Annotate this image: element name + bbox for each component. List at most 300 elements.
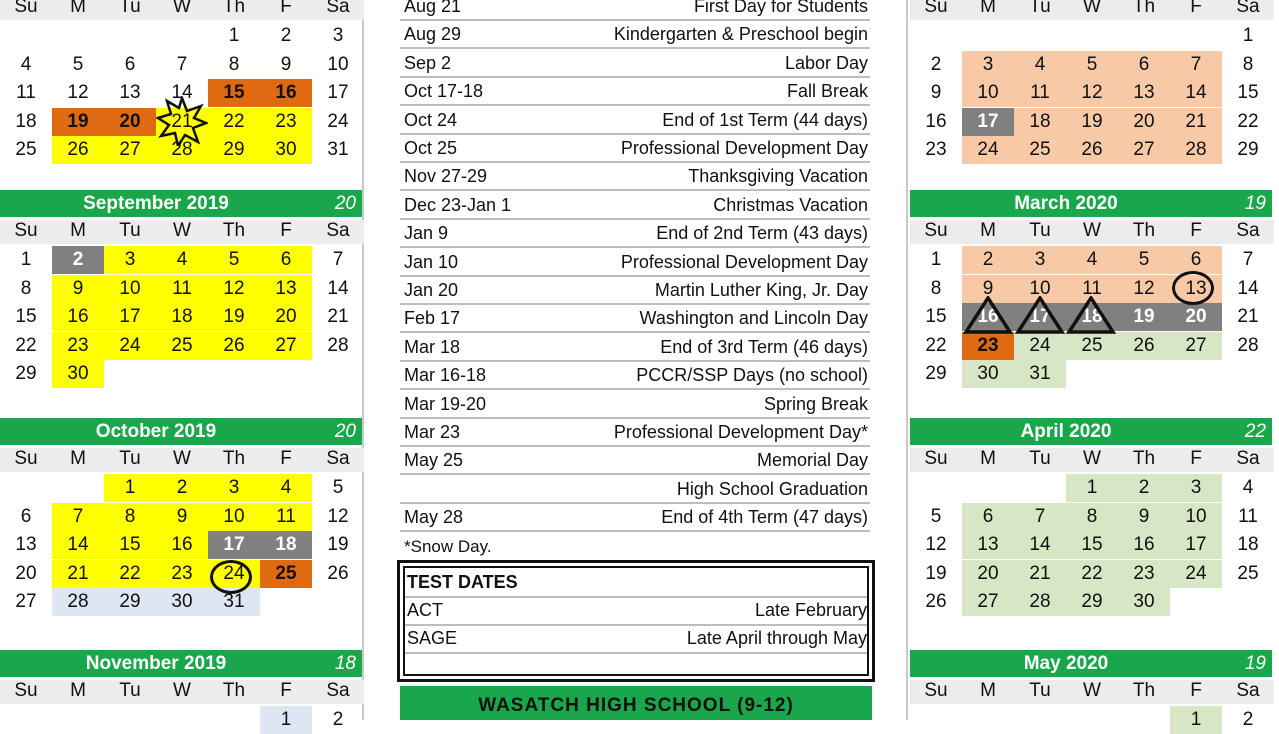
day-cell: 30 xyxy=(260,136,312,164)
day-cell: 23 xyxy=(1118,560,1170,588)
event-date: Mar 23 xyxy=(404,422,461,442)
day-cell: 10 xyxy=(962,79,1014,107)
day-cell: 6 xyxy=(20,505,32,527)
day-cell: 29 xyxy=(15,363,37,384)
test-name: SAGE xyxy=(407,628,458,648)
month-day-count: 18 xyxy=(334,653,356,674)
weekday-label: Su xyxy=(0,680,52,704)
day-cell: 26 xyxy=(208,332,260,360)
event-row xyxy=(400,446,870,475)
month-header xyxy=(910,190,1272,217)
weekday-label: F xyxy=(260,680,312,704)
weekday-label: Tu xyxy=(1014,0,1066,20)
day-cell: 1 xyxy=(104,474,156,502)
day-cell: 10 xyxy=(327,53,349,75)
day-cell: 22 xyxy=(15,334,37,356)
column-divider-right xyxy=(906,0,908,720)
weekday-label: Tu xyxy=(104,448,156,472)
day-cell: 3 xyxy=(208,474,260,502)
event-date: Mar 19-20 xyxy=(404,393,487,414)
day-cell: 1 xyxy=(260,706,312,734)
day-cell: 2 xyxy=(962,246,1014,274)
day-cell: 15 xyxy=(1237,82,1259,103)
day-cell: 1 xyxy=(20,249,32,270)
day-cell: 11 xyxy=(16,82,36,103)
day-cell: 16 xyxy=(260,79,312,107)
weekday-label: M xyxy=(962,680,1014,704)
event-date: Oct 17-18 xyxy=(404,81,484,102)
day-cell: 2 xyxy=(52,246,104,274)
day-cell: 12 xyxy=(208,275,260,303)
weekday-row xyxy=(910,0,1272,21)
day-cell: 2 xyxy=(156,474,208,502)
day-cell: 10 xyxy=(1014,275,1066,303)
day-cell: 1 xyxy=(228,25,240,46)
day-cell: 4 xyxy=(20,53,32,75)
weekday-label: Tu xyxy=(1014,448,1066,472)
day-cell: 16 xyxy=(925,110,947,132)
day-cell: 6 xyxy=(260,246,312,274)
day-cell: 17 xyxy=(962,108,1014,136)
day-cell: 17 xyxy=(1014,303,1066,331)
day-cell: 7 xyxy=(52,503,104,531)
event-row xyxy=(400,191,870,220)
test-dates-inner xyxy=(403,566,869,676)
day-cell: 7 xyxy=(1014,503,1066,531)
weekday-label: W xyxy=(156,0,208,20)
day-cell: 19 xyxy=(925,562,947,584)
event-name: Professional Development Day xyxy=(620,138,868,158)
weekday-label: F xyxy=(260,220,312,244)
weekday-label: Sa xyxy=(312,220,364,244)
day-cell: 11 xyxy=(156,275,208,303)
event-name: High School Graduation xyxy=(676,478,868,499)
circle-marker-oct-24 xyxy=(210,560,252,594)
day-cell: 23 xyxy=(962,332,1014,360)
day-cell: 25 xyxy=(15,139,37,160)
right-calendar-column xyxy=(910,0,1279,730)
weekday-label: Su xyxy=(910,448,962,472)
day-cell: 15 xyxy=(1066,531,1118,559)
event-row xyxy=(400,106,870,135)
event-row xyxy=(400,503,870,532)
month-day-count: 20 xyxy=(334,193,356,214)
day-cell: 7 xyxy=(1170,51,1222,79)
day-cell: 28 xyxy=(1170,136,1222,164)
day-cell: 13 xyxy=(1170,275,1222,303)
event-name: Spring Break xyxy=(763,393,868,414)
event-row xyxy=(400,248,870,277)
event-row xyxy=(400,418,870,447)
month-header xyxy=(910,418,1272,445)
day-cell: 15 xyxy=(104,531,156,559)
month-header xyxy=(0,190,362,217)
day-cell: 31 xyxy=(327,139,349,160)
day-cell: 16 xyxy=(156,531,208,559)
event-date: Mar 18 xyxy=(404,336,461,357)
day-cell: 12 xyxy=(67,82,89,103)
weekday-label: F xyxy=(1170,0,1222,20)
weekday-label: M xyxy=(962,220,1014,244)
day-cell: 6 xyxy=(124,53,136,75)
day-cell: 7 xyxy=(176,53,188,75)
weekday-label: F xyxy=(1170,448,1222,472)
day-cell: 9 xyxy=(930,82,942,103)
day-cell: 20 xyxy=(1118,108,1170,136)
event-row xyxy=(400,304,870,333)
event-date: Nov 27-29 xyxy=(404,166,488,187)
event-date: Jan 20 xyxy=(404,280,459,300)
day-cell: 22 xyxy=(1066,560,1118,588)
day-cell: 26 xyxy=(1066,136,1118,164)
day-cell: 8 xyxy=(20,277,32,299)
day-cell: 12 xyxy=(925,534,947,555)
day-cell: 17 xyxy=(208,531,260,559)
day-cell: 26 xyxy=(1118,332,1170,360)
day-cell: 25 xyxy=(1014,136,1066,164)
event-name: Christmas Vacation xyxy=(713,194,868,215)
day-cell: 17 xyxy=(327,82,349,103)
month-title: November 2019 xyxy=(85,653,227,674)
weekday-label: Tu xyxy=(104,220,156,244)
weekday-label: M xyxy=(52,680,104,704)
day-cell: 13 xyxy=(1118,79,1170,107)
day-cell: 4 xyxy=(1014,51,1066,79)
day-cell: 23 xyxy=(156,560,208,588)
day-cell: 24 xyxy=(208,560,260,588)
event-name: Memorial Day xyxy=(756,450,868,471)
snow-day-note: *Snow Day. xyxy=(404,537,492,556)
day-cell: 22 xyxy=(104,560,156,588)
event-name: Kindergarten & Preschool begin xyxy=(613,24,868,45)
day-cell: 2 xyxy=(1118,474,1170,502)
event-row xyxy=(400,49,870,78)
weekday-label: F xyxy=(260,0,312,20)
weekday-label: Sa xyxy=(312,680,364,704)
event-date: Feb 17 xyxy=(404,308,461,329)
day-cell: 16 xyxy=(1118,531,1170,559)
triangle-marker-icon xyxy=(962,296,1122,336)
weekday-label: Tu xyxy=(1014,220,1066,244)
month-day-count: 20 xyxy=(334,421,356,442)
weekday-label: M xyxy=(962,448,1014,472)
event-name: Professional Development Day* xyxy=(613,422,868,442)
weekday-label: Th xyxy=(1118,448,1170,472)
day-cell: 27 xyxy=(260,332,312,360)
event-row xyxy=(400,20,870,49)
day-cell: 29 xyxy=(208,136,260,164)
event-row xyxy=(400,0,870,21)
event-row xyxy=(400,390,870,419)
day-cell: 18 xyxy=(156,303,208,331)
test-row-sage xyxy=(405,624,867,654)
day-cell: 27 xyxy=(104,136,156,164)
month-title: September 2019 xyxy=(83,193,229,214)
event-name: PCCR/SSP Days (no school) xyxy=(636,365,868,386)
day-cell: 24 xyxy=(104,332,156,360)
day-cell: 26 xyxy=(327,562,349,584)
day-cell: 1 xyxy=(930,249,942,270)
day-cell: 21 xyxy=(1237,306,1259,327)
weekday-label: Su xyxy=(910,220,962,244)
weekday-label: Sa xyxy=(312,0,364,20)
day-cell: 11 xyxy=(1066,275,1118,303)
day-cell: 4 xyxy=(1066,246,1118,274)
day-cell: 28 xyxy=(327,334,349,356)
day-cell: 21 xyxy=(52,560,104,588)
day-cell: 25 xyxy=(1237,562,1259,584)
day-cell: 2 xyxy=(930,53,942,75)
event-name: End of 1st Term (44 days) xyxy=(662,109,868,130)
test-when: Late February xyxy=(754,600,867,620)
day-cell: 25 xyxy=(260,560,312,588)
day-cell: 30 xyxy=(52,360,104,388)
day-cell: 5 xyxy=(1118,246,1170,274)
day-cell: 3 xyxy=(962,51,1014,79)
day-cell: 12 xyxy=(327,505,349,527)
day-cell: 29 xyxy=(1066,588,1118,616)
day-cell: 5 xyxy=(208,246,260,274)
event-row xyxy=(400,276,870,305)
day-cell: 8 xyxy=(228,53,240,75)
day-cell: 22 xyxy=(208,108,260,136)
day-cell: 28 xyxy=(52,588,104,616)
event-row xyxy=(400,219,870,248)
test-row-act xyxy=(405,596,867,626)
weekday-label: Th xyxy=(208,220,260,244)
day-cell: 19 xyxy=(52,108,104,136)
day-cell: 13 xyxy=(260,275,312,303)
circle-marker-mar-13 xyxy=(1172,271,1214,305)
weekday-label: W xyxy=(156,448,208,472)
day-cell: 30 xyxy=(156,588,208,616)
day-cell: 19 xyxy=(1118,303,1170,331)
weekday-label: Su xyxy=(910,0,962,20)
day-cell: 9 xyxy=(52,275,104,303)
weekday-label: Th xyxy=(1118,680,1170,704)
day-cell: 12 xyxy=(1066,79,1118,107)
month-day-count: 22 xyxy=(1244,421,1266,442)
weekday-label: F xyxy=(1170,220,1222,244)
weekday-label: Th xyxy=(1118,0,1170,20)
event-name: Fall Break xyxy=(786,81,868,102)
day-cell: 29 xyxy=(1237,139,1259,160)
day-cell: 24 xyxy=(1170,560,1222,588)
day-cell: 27 xyxy=(1118,136,1170,164)
event-date: May 25 xyxy=(404,450,464,471)
event-row xyxy=(400,361,870,390)
event-date: Dec 23-Jan 1 xyxy=(404,194,512,215)
weekday-label: Sa xyxy=(312,448,364,472)
day-cell: 18 xyxy=(1237,534,1259,555)
event-name: End of 2nd Term (43 days) xyxy=(656,223,868,244)
weekday-label: Tu xyxy=(104,680,156,704)
month-day-count: 19 xyxy=(1244,193,1266,214)
event-name: End of 3rd Term (46 days) xyxy=(660,336,868,357)
event-name: Washington and Lincoln Day xyxy=(639,308,868,329)
day-cell: 26 xyxy=(925,591,947,612)
event-name: First Day for Students xyxy=(693,0,868,16)
month-day-count: 19 xyxy=(1244,653,1266,674)
day-cell: 27 xyxy=(1170,332,1222,360)
day-cell: 9 xyxy=(156,503,208,531)
day-cell: 14 xyxy=(327,277,349,299)
weekday-row xyxy=(910,218,1272,245)
weekday-row xyxy=(0,678,362,705)
day-cell: 20 xyxy=(962,560,1014,588)
weekday-row xyxy=(0,0,362,21)
day-cell: 13 xyxy=(15,534,37,555)
day-cell: 15 xyxy=(208,79,260,107)
day-cell: 28 xyxy=(1237,334,1259,356)
weekday-label: F xyxy=(260,448,312,472)
weekday-label: M xyxy=(962,0,1014,20)
day-cell: 21 xyxy=(327,306,349,327)
day-cell: 20 xyxy=(260,303,312,331)
day-cell: 9 xyxy=(962,275,1014,303)
month-title: March 2020 xyxy=(1014,193,1118,214)
test-dates-title-row xyxy=(405,568,867,598)
weekday-label: Su xyxy=(910,680,962,704)
day-cell: 30 xyxy=(1118,588,1170,616)
day-cell: 6 xyxy=(1170,246,1222,274)
weekday-label: W xyxy=(156,220,208,244)
day-cell: 14 xyxy=(52,531,104,559)
event-row xyxy=(400,162,870,191)
day-cell: 30 xyxy=(962,360,1014,388)
weekday-label: Th xyxy=(208,680,260,704)
weekday-label: Su xyxy=(0,0,52,20)
day-cell: 19 xyxy=(208,303,260,331)
day-cell: 15 xyxy=(15,306,37,327)
day-cell: 2 xyxy=(332,709,344,730)
day-cell: 21 xyxy=(156,108,208,136)
day-cell: 29 xyxy=(104,588,156,616)
day-cell: 21 xyxy=(1014,560,1066,588)
day-cell: 3 xyxy=(104,246,156,274)
day-cell: 31 xyxy=(1014,360,1066,388)
weekday-label: Tu xyxy=(1014,680,1066,704)
school-banner: WASATCH HIGH SCHOOL (9-12) xyxy=(400,686,872,720)
day-cell: 14 xyxy=(1014,531,1066,559)
day-cell: 17 xyxy=(104,303,156,331)
month-title: October 2019 xyxy=(95,421,217,442)
weekday-label: W xyxy=(1066,680,1118,704)
test-when: Late April through May xyxy=(686,628,867,648)
event-date: Oct 25 xyxy=(404,138,458,158)
weekday-label: Su xyxy=(0,448,52,472)
event-date: Sep 2 xyxy=(404,52,452,73)
day-cell: 19 xyxy=(327,534,349,555)
day-cell: 25 xyxy=(156,332,208,360)
event-date: Aug 21 xyxy=(404,0,462,16)
day-cell: 24 xyxy=(1014,332,1066,360)
day-cell: 18 xyxy=(1066,303,1118,331)
day-cell: 31 xyxy=(208,588,260,616)
day-cell: 13 xyxy=(962,531,1014,559)
weekday-label: W xyxy=(156,680,208,704)
day-cell: 19 xyxy=(1066,108,1118,136)
weekday-label: Tu xyxy=(104,0,156,20)
weekday-label: M xyxy=(52,220,104,244)
day-cell: 28 xyxy=(156,136,208,164)
star-marker-icon xyxy=(156,96,208,146)
day-cell: 26 xyxy=(52,136,104,164)
day-cell: 11 xyxy=(260,503,312,531)
month-header xyxy=(0,418,362,445)
day-cell: 3 xyxy=(332,25,344,46)
month-header xyxy=(910,650,1272,677)
day-cell: 5 xyxy=(930,505,942,527)
weekday-label: M xyxy=(52,0,104,20)
day-cell: 7 xyxy=(1242,249,1254,270)
weekday-label: Sa xyxy=(1222,0,1274,20)
day-cell: 10 xyxy=(1170,503,1222,531)
day-cell: 10 xyxy=(104,275,156,303)
day-cell: 11 xyxy=(1238,505,1258,527)
event-name: Labor Day xyxy=(784,52,868,73)
weekday-label: Sa xyxy=(1222,448,1274,472)
day-cell: 3 xyxy=(1014,246,1066,274)
day-cell: 6 xyxy=(1118,51,1170,79)
day-cell: 20 xyxy=(1170,303,1222,331)
day-cell: 2 xyxy=(1242,709,1254,730)
day-cell: 14 xyxy=(1237,277,1259,299)
weekday-row xyxy=(0,218,362,245)
day-cell: 22 xyxy=(925,334,947,356)
day-cell: 8 xyxy=(1242,53,1254,75)
day-cell: 1 xyxy=(1242,25,1254,46)
day-cell: 1 xyxy=(1066,474,1118,502)
day-cell: 14 xyxy=(1170,79,1222,107)
weekday-label: Th xyxy=(208,448,260,472)
day-cell: 27 xyxy=(15,591,37,612)
weekday-row xyxy=(910,678,1272,705)
event-date: Aug 29 xyxy=(404,24,462,45)
weekday-label: Th xyxy=(1118,220,1170,244)
day-cell: 9 xyxy=(280,53,292,75)
day-cell: 13 xyxy=(119,82,141,103)
day-cell: 23 xyxy=(925,139,947,160)
weekday-label: Th xyxy=(208,0,260,20)
day-cell: 1 xyxy=(1170,706,1222,734)
event-date: Jan 9 xyxy=(404,223,449,244)
weekday-label: Sa xyxy=(1222,220,1274,244)
day-cell: 10 xyxy=(208,503,260,531)
day-cell: 8 xyxy=(930,277,942,299)
event-date: Oct 24 xyxy=(404,109,458,130)
day-cell: 7 xyxy=(332,249,344,270)
day-cell: 9 xyxy=(1118,503,1170,531)
weekday-label: Su xyxy=(0,220,52,244)
day-cell: 12 xyxy=(1118,275,1170,303)
day-cell: 4 xyxy=(260,474,312,502)
day-cell: 18 xyxy=(1014,108,1066,136)
month-title: May 2020 xyxy=(1023,653,1109,674)
day-cell: 4 xyxy=(156,246,208,274)
day-cell: 20 xyxy=(15,562,37,584)
day-cell: 8 xyxy=(1066,503,1118,531)
event-date: Mar 16-18 xyxy=(404,365,487,386)
day-cell: 18 xyxy=(15,110,37,132)
event-row xyxy=(400,77,870,106)
day-cell: 5 xyxy=(332,477,344,498)
test-name: ACT xyxy=(407,600,443,620)
day-cell: 11 xyxy=(1014,79,1066,107)
day-cell: 15 xyxy=(925,306,947,327)
day-cell: 14 xyxy=(171,82,193,103)
weekday-label: W xyxy=(1066,220,1118,244)
